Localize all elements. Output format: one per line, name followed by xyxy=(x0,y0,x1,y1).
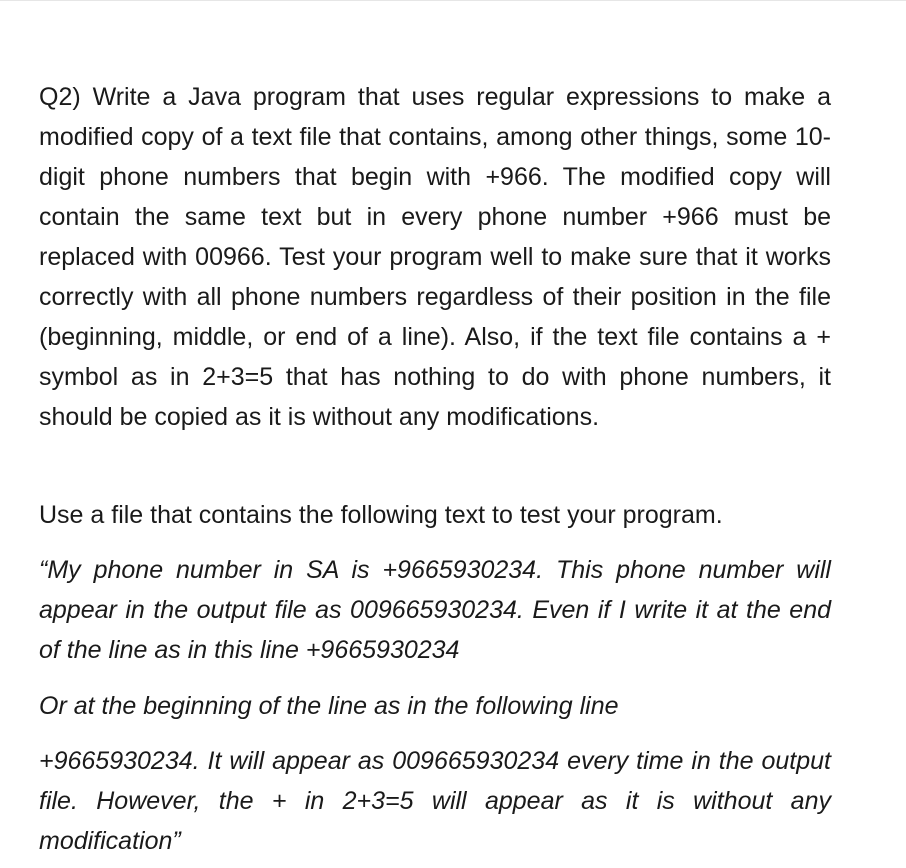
test-instruction-paragraph: Use a file that contains the following text to test your program. xyxy=(39,501,723,529)
sample-text-paragraph-2: Or at the beginning of the line as in the following line xyxy=(39,692,619,720)
top-divider xyxy=(0,0,906,1)
sample-text-paragraph-3: +9665930234. It will appear as 009665930234 every time in the output file. However, the + in 2+3=5 will appear as it is without any modification” xyxy=(39,747,831,855)
question-paragraph: Q2) Write a Java program that uses regular expressions to make a modified copy of a text file that contains, among other things, some 10-digit phone numbers that begin with +966. The modified copy will contain the same text but in every phone number +966 must be replaced with 00966. Test your program well to make sure that it works correctly with all phone numbers regardless of their position in the file (beginning, middle, or end of a line). Also, if the text file contains a + symbol as in 2+3=5 that has nothing to do with phone numbers, it should be copied as it is without any modifications. xyxy=(39,83,831,431)
sample-text-paragraph-1: “My phone number in SA is +9665930234. This phone number will appear in the output file as 009665930234. Even if I write it at the end of the line as in this line +9665930234 xyxy=(39,556,831,664)
